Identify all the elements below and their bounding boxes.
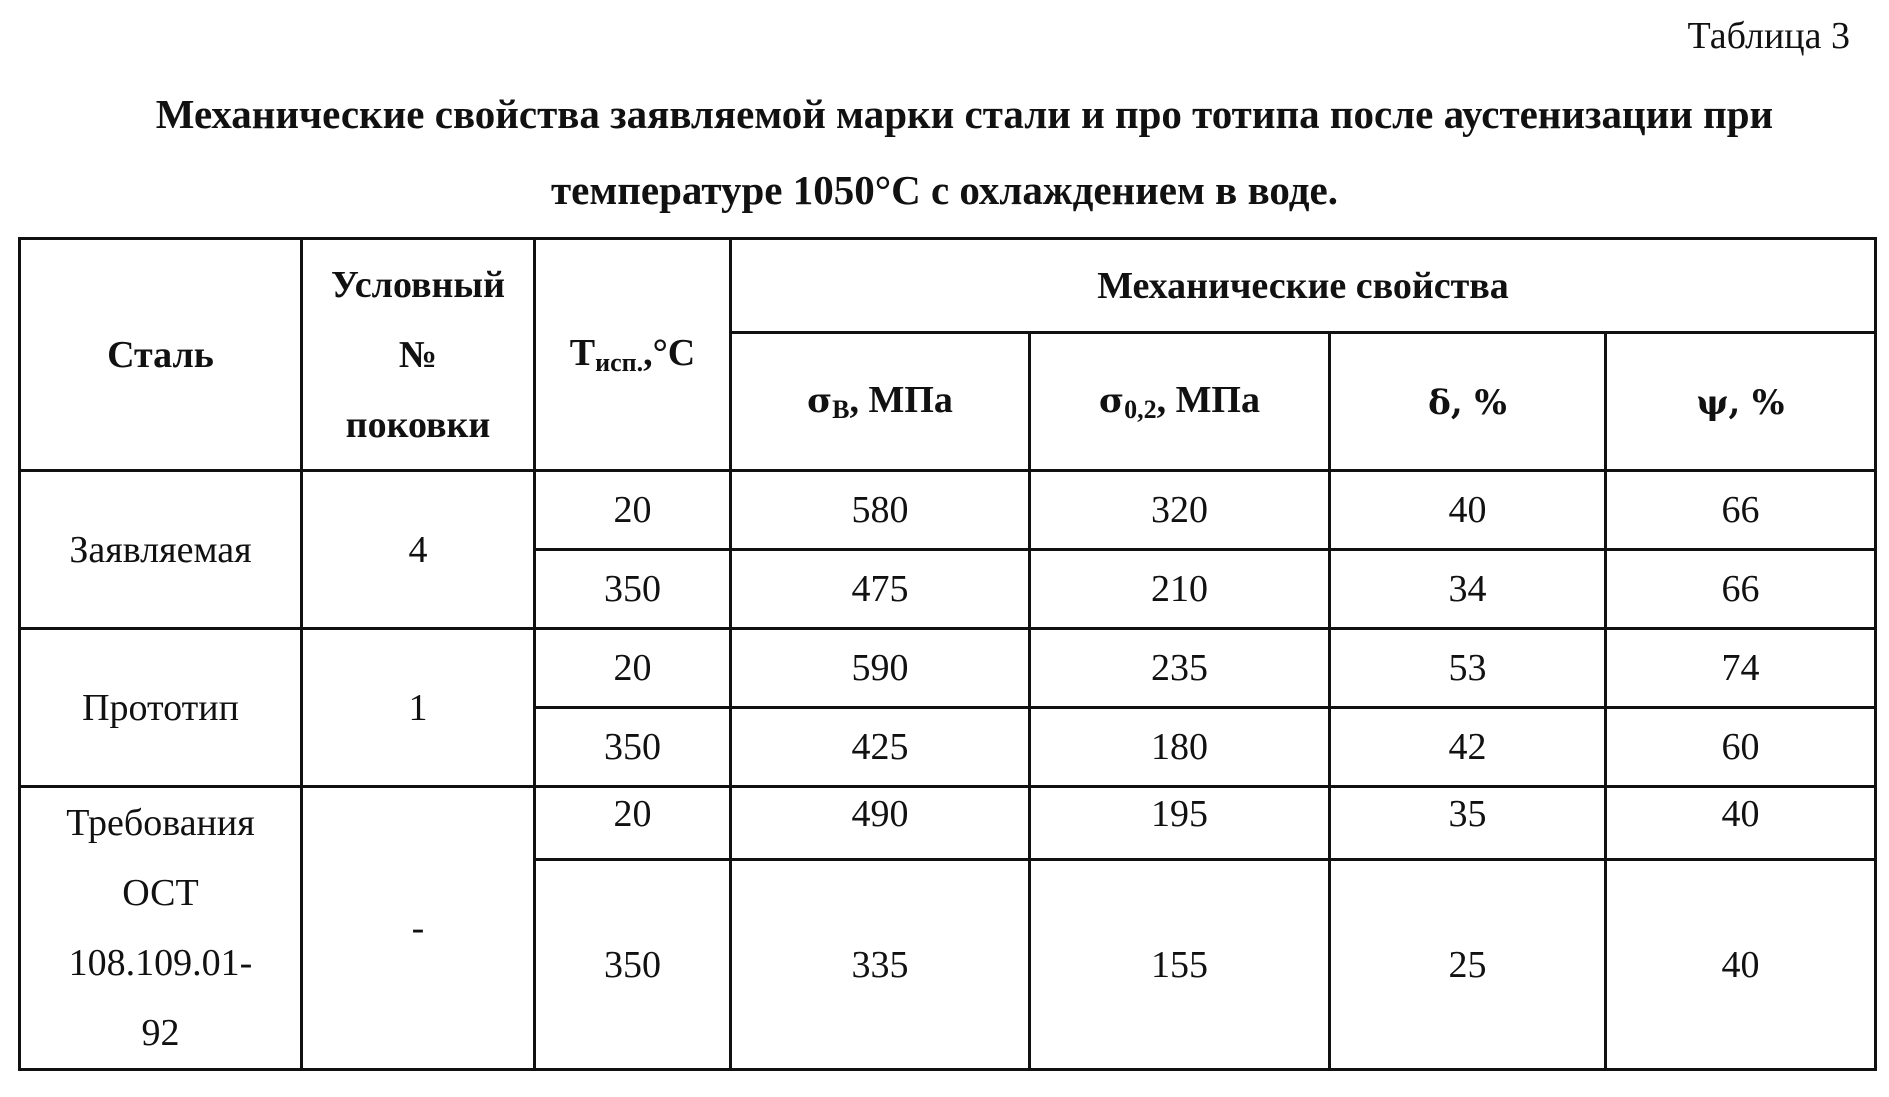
psi-cell: 74: [1606, 629, 1876, 708]
header-psi: [1606, 333, 1876, 471]
header-forging-number: [302, 239, 535, 471]
sigma-b-cell: 580: [731, 471, 1030, 550]
delta-label: δ, %: [1428, 382, 1507, 423]
steel-cell-claimed: Заявляемая: [20, 471, 302, 629]
psi-cell: 40: [1606, 860, 1876, 1070]
sigma-b-cell: 335: [731, 860, 1030, 1070]
table-title-line-2: температуре 1050°С с охлаждением в воде.: [551, 167, 1338, 213]
requirements-line-3: 108.109.01-: [68, 942, 253, 984]
sigma-b-symbol: σ: [807, 381, 833, 421]
header-forging-line-1: Условный: [330, 263, 505, 306]
temp-cell: 350: [535, 860, 731, 1070]
forging-cell-requirements: -: [302, 787, 535, 1070]
delta-cell: 40: [1330, 471, 1606, 550]
header-mechanical-properties: Механические свойства: [731, 239, 1876, 333]
delta-cell: 34: [1330, 550, 1606, 629]
delta-cell: 25: [1330, 860, 1606, 1070]
psi-cell: 40: [1606, 787, 1876, 860]
temp-cell: 350: [535, 550, 731, 629]
table-title: [0, 76, 1889, 228]
sigma-02-cell: 180: [1030, 708, 1330, 787]
temp-cell: 20: [535, 471, 731, 550]
sigma-02-cell: 195: [1030, 787, 1330, 860]
sigma-b-cell: 425: [731, 708, 1030, 787]
sigma-b-cell: 590: [731, 629, 1030, 708]
delta-cell: 42: [1330, 708, 1606, 787]
forging-cell-prototype: 1: [302, 629, 535, 787]
sigma-b-cell: 490: [731, 787, 1030, 860]
table-title-line-1: Механические свойства заявляемой марки стали и про тотипа после аустенизации при: [155, 91, 1774, 137]
psi-cell: 60: [1606, 708, 1876, 787]
table-row: [20, 787, 1876, 860]
psi-cell: 66: [1606, 550, 1876, 629]
table-row: [20, 471, 1876, 550]
header-test-temperature: [535, 239, 731, 471]
delta-cell: 35: [1330, 787, 1606, 860]
header-test-temp-sub: исп.: [595, 348, 644, 377]
header-test-temp-unit: ,°C: [643, 332, 696, 374]
sigma-02-cell: 155: [1030, 860, 1330, 1070]
mechanical-properties-table: [18, 237, 1877, 1071]
temp-cell: 20: [535, 629, 731, 708]
requirements-line-2: ОСТ: [122, 872, 199, 914]
header-sigma-b: [731, 333, 1030, 471]
sigma-02-sub: 0,2: [1124, 395, 1157, 424]
forging-cell-claimed: 4: [302, 471, 535, 629]
header-row-1: [20, 239, 1876, 333]
requirements-line-1: Требования: [66, 802, 255, 844]
header-test-temp-symbol: T: [569, 332, 596, 374]
header-steel: Сталь: [20, 239, 302, 471]
sigma-b-unit: , МПа: [849, 379, 953, 421]
header-delta: [1330, 333, 1606, 471]
sigma-b-sub: В: [832, 395, 850, 424]
psi-cell: 66: [1606, 471, 1876, 550]
sigma-02-symbol: σ: [1098, 381, 1125, 421]
sigma-02-unit: , МПа: [1156, 379, 1260, 421]
temp-cell: 20: [535, 787, 731, 860]
sigma-02-cell: 320: [1030, 471, 1330, 550]
psi-label: ψ, %: [1696, 382, 1785, 423]
sigma-02-cell: 210: [1030, 550, 1330, 629]
table-number-label: Таблица 3: [1687, 15, 1850, 57]
header-sigma-02: [1030, 333, 1330, 471]
header-forging-line-2: №: [398, 333, 438, 376]
requirements-line-4: 92: [141, 1012, 180, 1054]
sigma-b-cell: 475: [731, 550, 1030, 629]
header-forging-line-3: поковки: [345, 403, 491, 446]
steel-cell-prototype: Прототип: [20, 629, 302, 787]
sigma-02-cell: 235: [1030, 629, 1330, 708]
delta-cell: 53: [1330, 629, 1606, 708]
temp-cell: 350: [535, 708, 731, 787]
table-row: [20, 629, 1876, 708]
steel-cell-requirements: [20, 787, 302, 1070]
